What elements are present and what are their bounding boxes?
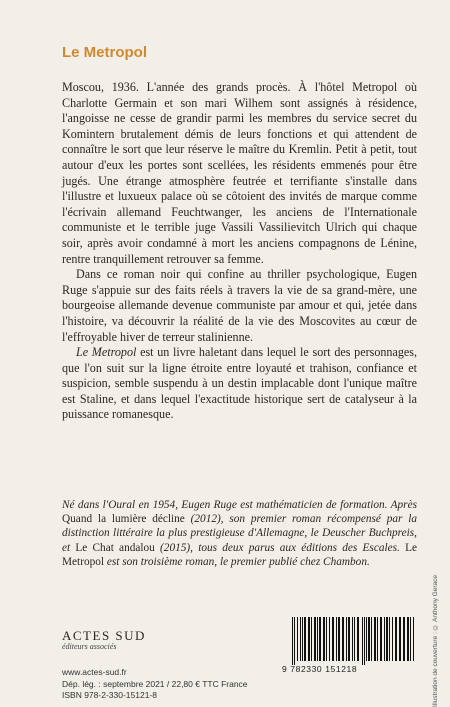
barcode-bar [386, 617, 388, 661]
barcode-bar [380, 617, 382, 661]
bio-text-4: est son troisième roman, le premier publié chez Chambon. [104, 555, 370, 568]
barcode-bar [323, 617, 325, 661]
barcode-bar [332, 617, 334, 661]
barcode-bar [326, 617, 327, 661]
barcode-bar [308, 617, 310, 661]
barcode-bar [377, 617, 378, 661]
barcode-bar [317, 617, 318, 661]
barcode-bar [336, 617, 337, 661]
barcode-bar [294, 617, 295, 665]
back-cover-summary [62, 80, 417, 423]
barcode-bar [399, 617, 401, 661]
barcode-bar [292, 617, 293, 665]
barcode-bar [304, 617, 306, 661]
barcode-bar [389, 617, 390, 661]
barcode-bar [297, 617, 298, 661]
barcode-bar [395, 617, 397, 661]
bio-text-1: Né dans l'Oural en 1954, Eugen Ruge est mathématicien de formation. Après [62, 499, 417, 511]
summary-paragraph-3 [62, 345, 417, 423]
barcode-bar [362, 617, 363, 665]
barcode-bar [342, 617, 344, 661]
bio-book-title-3: Le Metropol [62, 541, 417, 568]
cover-illustration-credit: Illustration de couverture : © Anthony Gerace [432, 575, 439, 707]
barcode-bar [384, 617, 385, 661]
barcode-bar [311, 617, 312, 661]
summary-paragraph-3-text: est un livre haletant dans lequel le sort des personnages, que l'on suit sur la ligne étroite entre loyauté et trahison, confiance et suspicion, semble suspendu à un destin implacable dont l'unique maître est Staline, et dans lequel l'exactitude historique sert de catalyseur à la puissance romanesque. [62, 345, 417, 422]
barcode-bar [374, 617, 376, 661]
barcode-bar [364, 617, 365, 665]
barcode-bar [357, 617, 359, 661]
legal-deposit-price: Dép. lég. : septembre 2021 / 22,80 € TTC France [62, 679, 248, 689]
publisher-website: www.actes-sud.fr [62, 667, 127, 677]
barcode-bar [338, 617, 340, 661]
publisher-subtitle: éditeurs associés [62, 642, 117, 651]
barcode-bar [314, 617, 316, 661]
barcode-bar [410, 617, 411, 661]
barcode-bar [392, 617, 393, 661]
barcode-bar [346, 617, 347, 661]
barcode-bar [300, 617, 301, 661]
isbn: ISBN 978-2-330-15121-8 [62, 690, 157, 700]
barcode-bar [407, 617, 409, 661]
barcode-bar [368, 617, 370, 661]
legal-info [62, 679, 248, 701]
author-bio [62, 498, 417, 569]
barcode-bar [352, 617, 353, 661]
barcode-bar [348, 617, 350, 661]
barcode-bar [302, 617, 303, 661]
barcode-digits: 9 782330 151218 [282, 664, 358, 674]
publisher-logo [62, 628, 146, 651]
barcode-bar [354, 617, 355, 661]
bio-book-title-2: Le Chat andalou [75, 541, 155, 554]
barcode-bar [371, 617, 372, 661]
publisher-name: ACTES SUD [62, 628, 146, 643]
barcode-bar [413, 617, 414, 661]
book-title: Le Metropol [62, 44, 147, 61]
barcode [290, 617, 416, 665]
bio-text-2: (2012), son premier roman récompensé par la distinction littéraire la plus prestigieuse d'Allemagne, le Deuscher Buchpreis, et [62, 513, 417, 554]
book-title-inline: Le Metropol [76, 345, 137, 360]
barcode-bar [403, 617, 405, 661]
summary-paragraph-1: Moscou, 1936. L'année des grands procès. À l'hôtel Metropol où Charlotte Germain et son mari Wilhem sont assignés à résidence, l'angoisse ne cesse de grandir parmi les membres du service secret du Komintern brutalement démis de leurs fonctions et qui attendent de connaître le sort que leur réserve le maître du Kremlin. Petit à petit, tout autour d'eux les portes sont scellées, les résidents emmenés pour être jugés. Une étrange atmosphère feutrée et terrifiante s'installe dans l'illustre et luxueux palace où se côtoient des invités de marque comme l'écrivain allemand Feuchtwanger, les anciens de l'Internationale communiste et le terrible juge Vassili Vassilievitch Ulrich qui chaque soir, après avoir condamné à mort les anciens compagnons de Lénine, rentre tranquillement retrouver sa femme. [62, 80, 417, 266]
barcode-bar [366, 617, 367, 661]
summary-paragraph-2: Dans ce roman noir qui confine au thriller psychologique, Eugen Ruge s'appuie sur des faits réels à travers la vie de sa grand-mère, une bourgeoise allemande devenue communiste par amour et qui, jetée dans l'histoire, va découvrir la réalité de la vie des Moscovites au cœur de l'effroyable hiver de terreur stalinienne. [62, 267, 417, 344]
barcode-bar [319, 617, 321, 661]
barcode-bar [329, 617, 330, 661]
bio-text-3: (2015), tous deux parus aux éditions des Escales. [154, 541, 406, 554]
bio-book-title-1: Quand la lumière décline [62, 513, 185, 526]
